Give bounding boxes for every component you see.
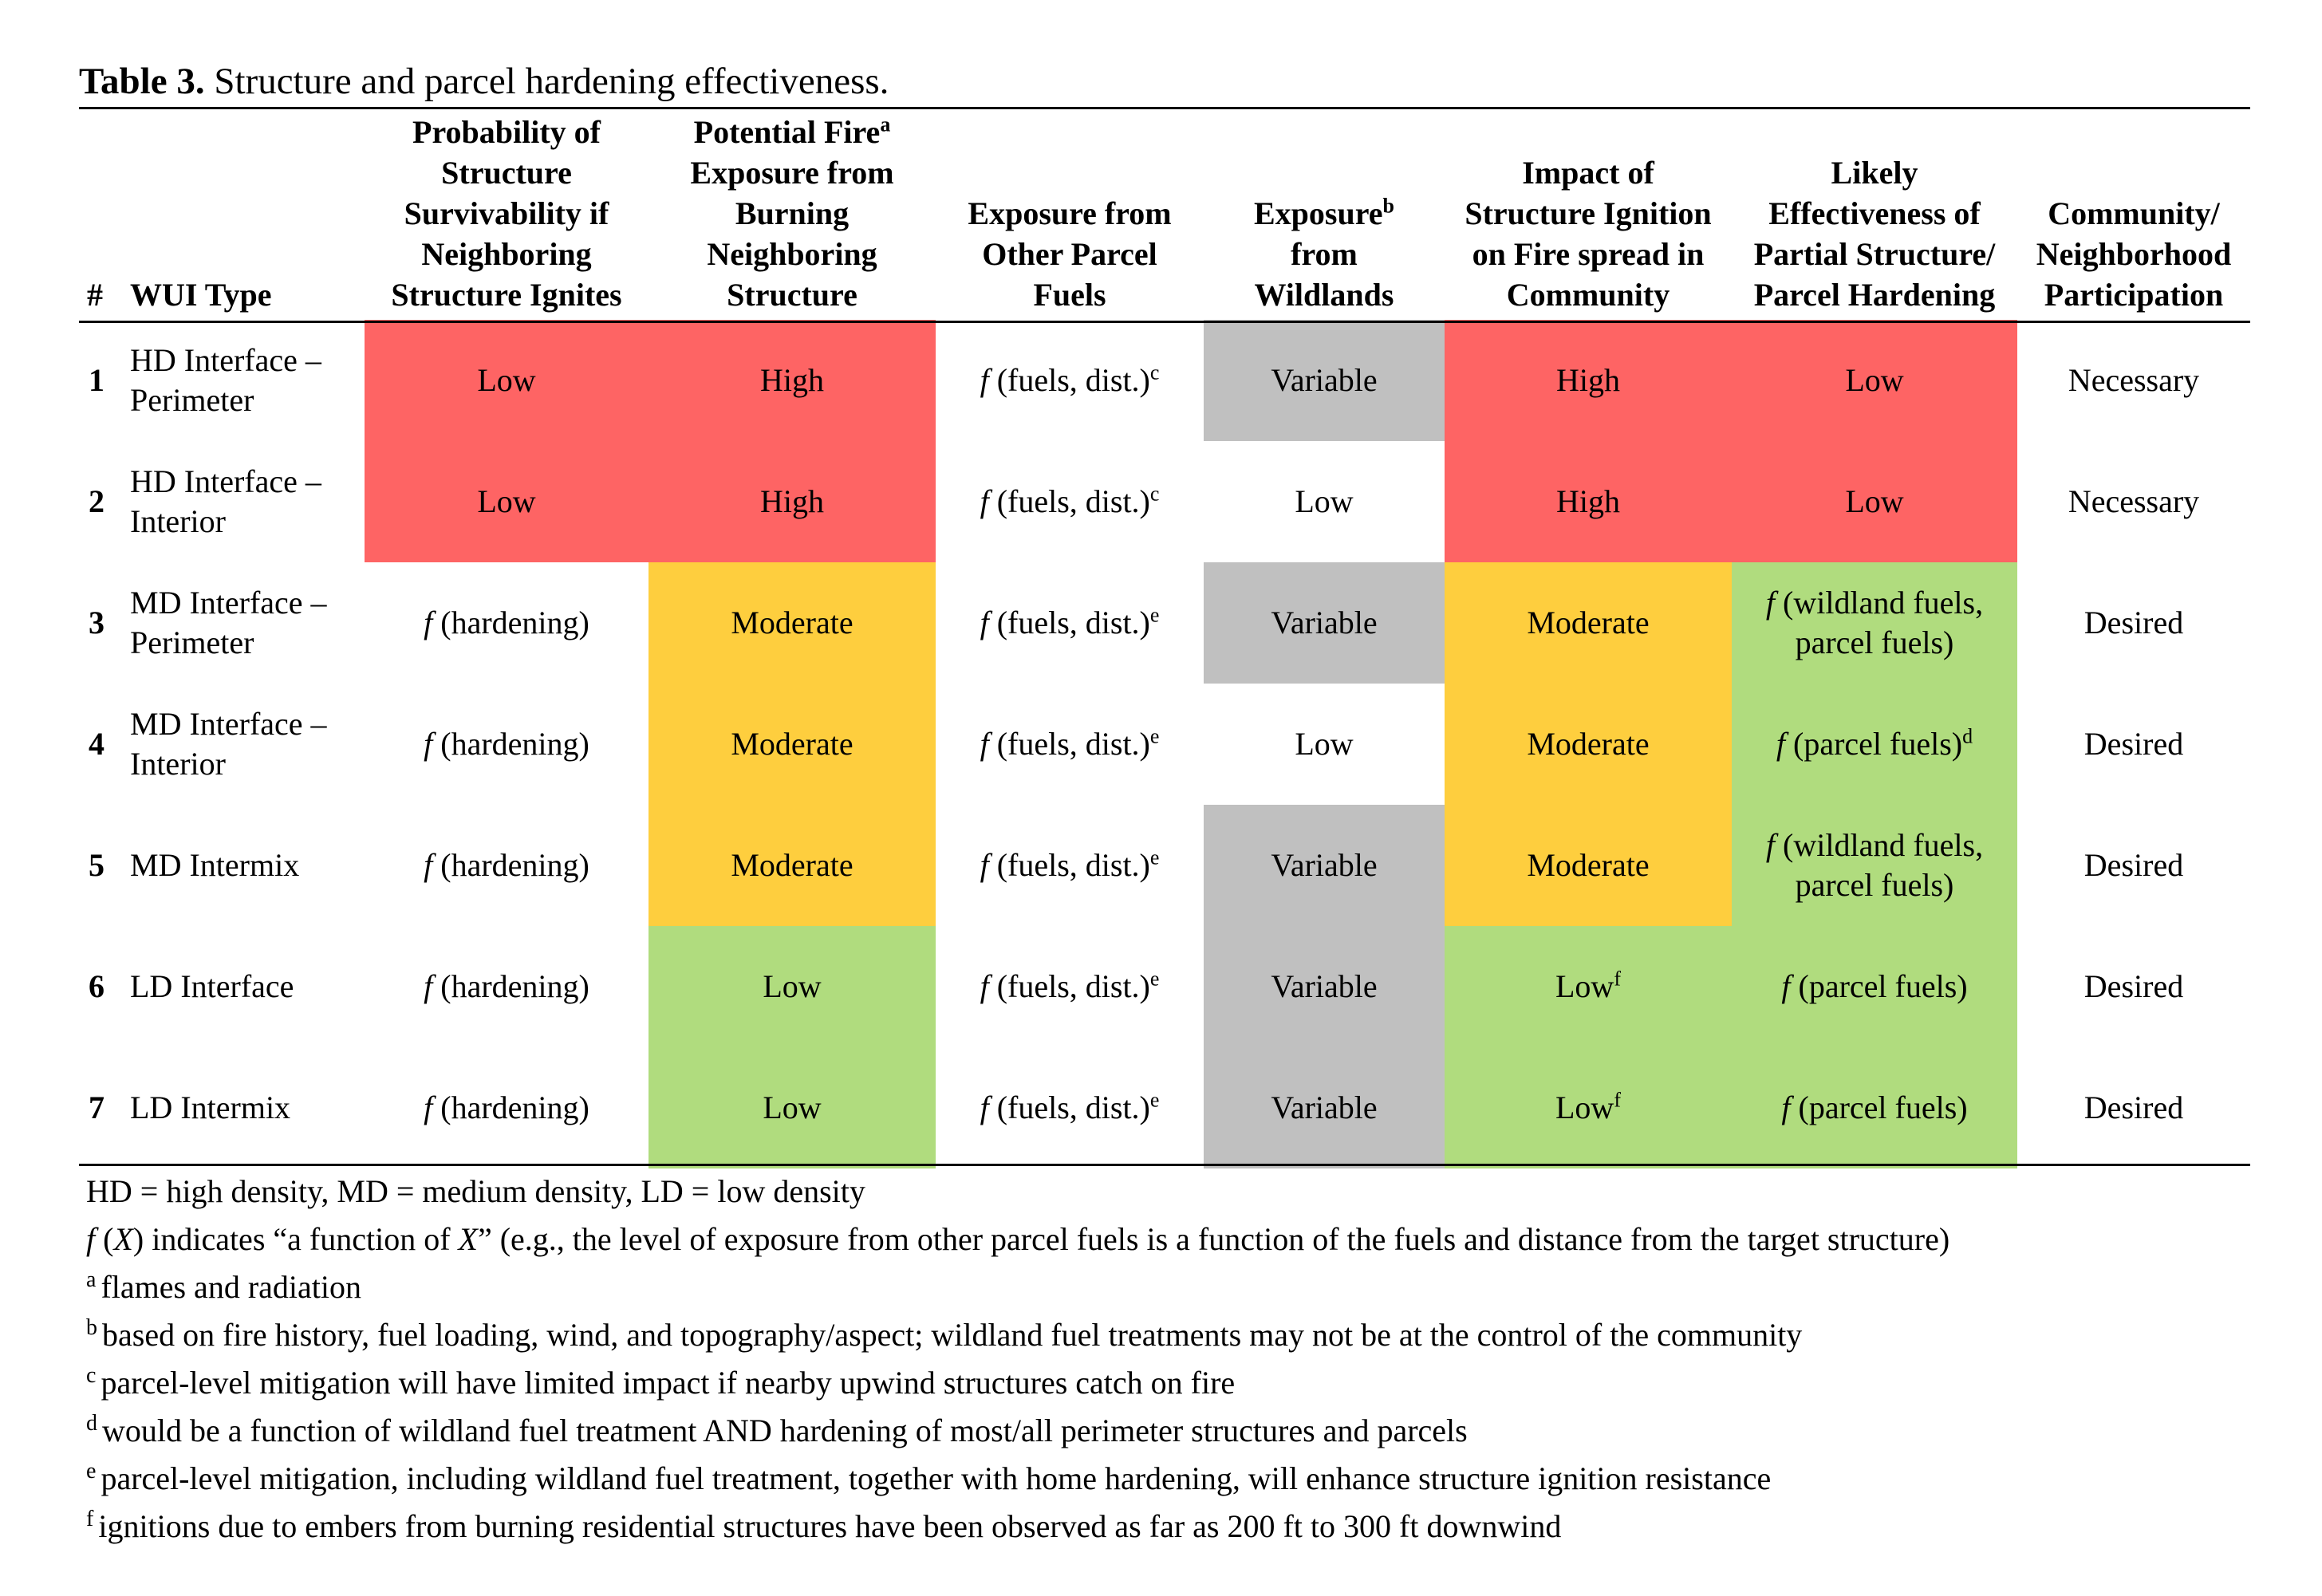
row-number: 1 [89, 362, 104, 398]
cell-text: (parcel fuels) [1790, 968, 1968, 1004]
hardening-table [79, 112, 2250, 1168]
table-cell [1204, 926, 1445, 1047]
table-cell [1204, 684, 1445, 805]
column-header [122, 112, 365, 320]
footnote-text: parcel-level mitigation, including wildland fuel treatment, together with home hardening, will enhance structure ignition resistance [101, 1460, 1772, 1496]
column-header-line: Exposure from [690, 155, 894, 191]
bottom-rule [79, 1164, 2250, 1166]
cell-text: Variable [1271, 968, 1378, 1004]
table-caption [79, 59, 889, 104]
cell-text: Low [1555, 1090, 1614, 1125]
function-symbol: f [980, 1090, 989, 1125]
cell-text: (hardening) [432, 1090, 589, 1125]
function-symbol: f [424, 1090, 433, 1125]
table-cell [365, 926, 649, 1047]
cell-text: Low [477, 362, 536, 398]
column-header-line: Exposure from [968, 195, 1172, 231]
footnote-text: flames and radiation [101, 1269, 361, 1305]
function-symbol: f [980, 726, 989, 762]
function-symbol: f [1781, 1090, 1791, 1125]
footnote-marker: f [86, 1506, 94, 1531]
table-row [79, 562, 2250, 684]
cell-text: High [760, 483, 824, 519]
column-header-line: Neighborhood [2036, 236, 2232, 272]
column-header-line: Neighboring [421, 236, 592, 272]
table-cell [1732, 1047, 2017, 1168]
table-cell [649, 1047, 936, 1168]
column-header [1204, 112, 1445, 320]
cell-text: Moderate [731, 726, 854, 762]
footnote-marker: a [880, 112, 891, 136]
table-cell [365, 562, 649, 684]
table-cell [2017, 926, 2250, 1047]
row-number: 6 [89, 968, 104, 1004]
footnote-marker: f [1614, 1088, 1621, 1112]
footnote-marker: e [1149, 845, 1160, 869]
footnote-text: parcel-level mitigation will have limited impact if nearby upwind structures catch on fire [101, 1365, 1236, 1401]
cell-text: High [1556, 362, 1620, 398]
function-note-x: X [458, 1221, 478, 1257]
row-number: 7 [89, 1090, 104, 1125]
footnote [86, 1359, 1949, 1407]
footnote-marker: a [86, 1267, 97, 1292]
table-cell [2017, 684, 2250, 805]
function-symbol: f [980, 483, 989, 519]
cell-text: (fuels, dist.) [988, 847, 1150, 883]
table-cell [365, 684, 649, 805]
wui-type [122, 441, 365, 562]
function-note-part: ) indicates “a function of [132, 1221, 459, 1257]
column-header [936, 112, 1204, 320]
wui-type-line: Perimeter [130, 625, 254, 660]
footnote-marker: d [86, 1410, 97, 1436]
function-note [86, 1216, 1949, 1263]
column-header [2017, 112, 2250, 320]
function-symbol: f [1765, 827, 1776, 863]
function-note-part: ” (e.g., the level of exposure from other parcel fuels is a function of the fuels and distance from the target structure) [477, 1221, 1950, 1257]
footnote-marker: f [1614, 967, 1621, 991]
cell-text: (fuels, dist.) [988, 483, 1150, 519]
column-header-line: Parcel Hardening [1753, 277, 1996, 313]
table-cell [1204, 320, 1445, 441]
footnote-marker: b [86, 1314, 97, 1340]
footnote-marker: e [1149, 1088, 1160, 1112]
row-number: 2 [89, 483, 104, 519]
column-header-line: Exposure [1254, 195, 1383, 231]
column-header-line: Participation [2044, 277, 2224, 313]
wui-type [122, 805, 365, 926]
footnote [86, 1503, 1949, 1551]
column-header-line: Likely [1831, 155, 1918, 191]
footnote-marker: e [1149, 603, 1160, 627]
function-symbol: f [1765, 585, 1776, 621]
table-cell [2017, 562, 2250, 684]
function-symbol: f [980, 968, 989, 1004]
cell-text: Variable [1271, 362, 1378, 398]
column-header-line: Structure [727, 277, 857, 313]
table-cell [1204, 562, 1445, 684]
table-cell [1204, 1047, 1445, 1168]
table-cell [936, 926, 1204, 1047]
column-header [649, 112, 936, 320]
column-header-line: Survivability if [404, 195, 609, 231]
column-header-line: Impact of [1522, 155, 1654, 191]
cell-text: Low [1555, 968, 1614, 1004]
cell-text: Variable [1271, 847, 1378, 883]
column-header-line: from [1291, 236, 1358, 272]
footnote [86, 1455, 1949, 1503]
table-cell [1732, 320, 2017, 441]
table-cell [365, 320, 649, 441]
cell-text: Moderate [1527, 726, 1650, 762]
function-symbol: f [424, 726, 433, 762]
table-cell [1445, 684, 1732, 805]
column-header [1732, 112, 2017, 320]
column-header-line: Potential Fire [693, 114, 881, 150]
wui-type-line: MD Interface – [130, 706, 327, 742]
wui-type-line: LD Interface [130, 968, 294, 1004]
footnote-marker: c [86, 1362, 97, 1388]
column-header-line: Burning [735, 195, 850, 231]
cell-text: (hardening) [432, 968, 589, 1004]
wui-type [122, 320, 365, 441]
cell-text: High [1556, 483, 1620, 519]
table-cell [936, 805, 1204, 926]
function-symbol: f [980, 847, 989, 883]
column-header-line: on Fire spread in [1472, 236, 1705, 272]
cell-text: (parcel fuels) [1790, 1090, 1968, 1125]
table-cell [1732, 926, 2017, 1047]
footnote-marker: e [86, 1458, 97, 1484]
function-symbol: f [86, 1221, 96, 1257]
table-header-row [79, 112, 2250, 320]
row-number: 4 [89, 726, 104, 762]
column-header-line: Structure [441, 155, 572, 191]
header-rule [79, 321, 2250, 323]
footnote-marker: c [1149, 361, 1160, 384]
column-header-line: Neighboring [707, 236, 877, 272]
cell-text: Desired [2083, 1090, 2184, 1125]
top-rule [79, 107, 2250, 109]
table-cell [2017, 1047, 2250, 1168]
cell-text: Low [1295, 726, 1354, 762]
wui-type [122, 684, 365, 805]
table-cell [1445, 805, 1732, 926]
wui-type-line: Interior [130, 746, 226, 782]
footnote [86, 1407, 1949, 1455]
cell-text: Moderate [1527, 847, 1650, 883]
table-row [79, 805, 2250, 926]
table-body [79, 320, 2250, 1168]
column-header-line: Effectiveness of [1768, 195, 1981, 231]
table-cell [2017, 320, 2250, 441]
footnote-marker: c [1149, 482, 1160, 506]
table-cell [365, 805, 649, 926]
cell-text: Necessary [2068, 362, 2200, 398]
column-header-line: Probability of [412, 114, 601, 150]
footnote [86, 1263, 1949, 1311]
cell-text: Moderate [1527, 605, 1650, 640]
function-symbol: f [980, 362, 989, 398]
footnote-marker: e [1149, 724, 1160, 748]
function-symbol: f [424, 968, 433, 1004]
table-notes [86, 1168, 1950, 1544]
cell-text: Necessary [2068, 483, 2200, 519]
table-cell [365, 1047, 649, 1168]
column-header-line: Community [1506, 277, 1670, 313]
column-header-line: Structure Ignition [1465, 195, 1712, 231]
wui-type-line: Interior [130, 503, 226, 539]
cell-text: Low [1845, 483, 1904, 519]
wui-type [122, 1047, 365, 1168]
footnote-list [86, 1263, 1949, 1544]
cell-text: parcel fuels) [1795, 867, 1954, 903]
column-header-line: Community/ [2048, 195, 2220, 231]
caption-label: Table 3. [79, 61, 205, 102]
wui-type-line: MD Intermix [130, 847, 300, 883]
cell-text: (hardening) [432, 605, 589, 640]
cell-text: Variable [1271, 605, 1378, 640]
table-cell [1204, 441, 1445, 562]
cell-text: High [760, 362, 824, 398]
cell-text: Variable [1271, 1090, 1378, 1125]
wui-type-line: HD Interface – [130, 463, 321, 499]
function-symbol: f [1776, 726, 1786, 762]
table-cell [649, 562, 936, 684]
footnote-marker: b [1382, 194, 1394, 218]
cell-text: (hardening) [432, 847, 589, 883]
table-cell [649, 805, 936, 926]
cell-text: (fuels, dist.) [988, 1090, 1150, 1125]
cell-text: Moderate [731, 847, 854, 883]
table-cell [1445, 926, 1732, 1047]
function-symbol: f [424, 605, 433, 640]
table-row [79, 1047, 2250, 1168]
cell-text: Desired [2083, 847, 2184, 883]
cell-text: Low [1845, 362, 1904, 398]
table-cell [936, 1047, 1204, 1168]
footnote [86, 1311, 1949, 1359]
table-cell [365, 441, 649, 562]
cell-text: (fuels, dist.) [988, 362, 1150, 398]
table-row [79, 441, 2250, 562]
column-header [365, 112, 649, 320]
wui-type [122, 926, 365, 1047]
table-row [79, 926, 2250, 1047]
abbreviation-note: HD = high density, MD = medium density, LD = low density [86, 1173, 865, 1209]
function-note-x: X [113, 1221, 133, 1257]
wui-type [122, 562, 365, 684]
column-header-line: Fuels [1033, 277, 1106, 313]
wui-type-line: MD Interface – [130, 585, 327, 621]
table-cell [2017, 805, 2250, 926]
wui-type-line: Perimeter [130, 382, 254, 418]
table-cell [1732, 684, 2017, 805]
caption-text: Structure and parcel hardening effectiveness. [204, 61, 889, 102]
cell-text: Low [1295, 483, 1354, 519]
footnote-text: would be a function of wildland fuel treatment AND hardening of most/all perimeter structures and parcels [102, 1413, 1468, 1448]
table-cell [936, 320, 1204, 441]
cell-text: Low [763, 968, 822, 1004]
column-header [1445, 112, 1732, 320]
function-symbol: f [1781, 968, 1791, 1004]
table-cell [1445, 562, 1732, 684]
column-header-line: # [87, 277, 103, 313]
cell-text: (wildland fuels, [1775, 827, 1984, 863]
table-cell [1732, 805, 2017, 926]
table-cell [1445, 441, 1732, 562]
wui-type-line: HD Interface – [130, 342, 321, 378]
cell-text: Desired [2083, 605, 2184, 640]
table-cell [1732, 562, 2017, 684]
table-row [79, 684, 2250, 805]
cell-text: Desired [2083, 726, 2184, 762]
table-cell [936, 441, 1204, 562]
cell-text: (parcel fuels) [1785, 726, 1963, 762]
column-header-line: Other Parcel [982, 236, 1157, 272]
table-cell [936, 562, 1204, 684]
table-cell [1204, 805, 1445, 926]
footnote-text: based on fire history, fuel loading, wind, and topography/aspect; wildland fuel treatments may not be at the control of the community [102, 1317, 1803, 1353]
footnote-text: ignitions due to embers from burning residential structures have been observed as far as 200 ft to 300 ft downwind [98, 1508, 1562, 1544]
table-cell [649, 926, 936, 1047]
table-cell [649, 320, 936, 441]
table-cell [1732, 441, 2017, 562]
function-symbol: f [424, 847, 433, 883]
column-header [79, 112, 122, 320]
cell-text: (wildland fuels, [1775, 585, 1984, 621]
cell-text: Low [477, 483, 536, 519]
footnote-marker: d [1962, 724, 1973, 748]
column-header-line: Structure Ignites [391, 277, 622, 313]
cell-text: (fuels, dist.) [988, 968, 1150, 1004]
row-number: 5 [89, 847, 104, 883]
cell-text: Low [763, 1090, 822, 1125]
table-cell [1445, 1047, 1732, 1168]
cell-text: parcel fuels) [1795, 625, 1954, 660]
cell-text: (hardening) [432, 726, 589, 762]
column-header-line: WUI Type [130, 277, 272, 313]
cell-text: (fuels, dist.) [988, 726, 1150, 762]
column-header-line: Wildlands [1254, 277, 1394, 313]
cell-text: Desired [2083, 968, 2184, 1004]
column-header-line: Partial Structure/ [1753, 236, 1996, 272]
function-note-part: ( [95, 1221, 114, 1257]
table-cell [1445, 320, 1732, 441]
row-number: 3 [89, 605, 104, 640]
cell-text: Moderate [731, 605, 854, 640]
table-cell [649, 684, 936, 805]
footnote-marker: e [1149, 967, 1160, 991]
table-cell [936, 684, 1204, 805]
function-symbol: f [980, 605, 989, 640]
table-cell [649, 441, 936, 562]
wui-type-line: LD Intermix [130, 1090, 291, 1125]
table-cell [2017, 441, 2250, 562]
table-row [79, 320, 2250, 441]
cell-text: (fuels, dist.) [988, 605, 1150, 640]
